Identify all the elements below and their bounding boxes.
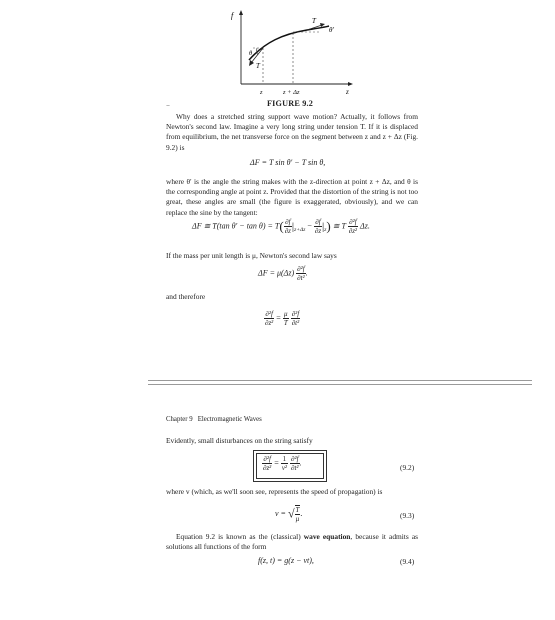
tension-arrowhead-left bbox=[249, 60, 254, 66]
equation-speed: v = √ $\frac{T}{\mu}$ . bbox=[275, 506, 303, 523]
label-tension-bottom: T bbox=[256, 62, 260, 70]
figure-9-2 bbox=[225, 8, 360, 96]
para3-start: Equation 9.2 is known as the (classical) bbox=[176, 532, 304, 541]
label-tension-top: T bbox=[312, 17, 316, 25]
eq4-dt2: ∂t² bbox=[291, 319, 300, 327]
label-theta-prime: θ′ bbox=[329, 26, 334, 34]
eq92-equals: = bbox=[274, 458, 279, 468]
equation-newton-second-law bbox=[258, 265, 308, 282]
eq3-end: . bbox=[305, 268, 308, 278]
eq2-dz2: ∂z bbox=[314, 227, 322, 235]
eq93-T: T bbox=[295, 506, 300, 514]
eq4-d2f-right: ∂²f bbox=[291, 310, 300, 318]
eq93-v: v = bbox=[275, 508, 286, 518]
eq2-sub-z: z bbox=[324, 226, 327, 233]
page-break-rule-bottom bbox=[148, 384, 532, 385]
eq4-equals: = bbox=[276, 313, 281, 323]
tick-label-z: z bbox=[260, 89, 263, 96]
string-curve bbox=[249, 26, 329, 60]
eq3-left: ΔF = μ(Δz) bbox=[258, 268, 295, 278]
eq2-sub-z-dz: z+Δz bbox=[294, 226, 306, 233]
eq2-end: Δz. bbox=[360, 221, 370, 231]
eq4-mu: μ bbox=[284, 310, 288, 318]
page-break-rule-top bbox=[148, 380, 532, 381]
eq92-dt2: ∂t² bbox=[291, 464, 299, 472]
eq93-mu: μ bbox=[295, 515, 300, 523]
eq92-one: 1 bbox=[282, 455, 287, 463]
eq3-d2f: ∂²f bbox=[297, 265, 305, 273]
eq3-dt2: ∂t² bbox=[297, 274, 305, 282]
eq92-d2f-right: ∂²f bbox=[291, 455, 299, 463]
paragraph-wave-motion: Why does a stretched string support wave motion? Actually, it follows from Newton's second law. Imagine a very long string under tension T. If it is displaced from equilibrium, the net transverse force on the segment between z and z + Δz (Fig. 9.2) is bbox=[166, 112, 418, 152]
eq2-dz2b: ∂z² bbox=[348, 227, 358, 235]
f-axis-arrow bbox=[239, 10, 243, 15]
equation-number-9-2: (9.2) bbox=[400, 463, 415, 472]
paragraph-therefore: and therefore bbox=[166, 292, 206, 301]
equation-string-wave bbox=[264, 310, 300, 327]
cut-off-text: ............ bbox=[166, 103, 169, 108]
para3-end: , because it admits as solutions all functions of the form bbox=[166, 532, 418, 552]
equation-net-force-sine: ΔF = T sin θ′ − T sin θ, bbox=[250, 158, 326, 167]
paragraph-small-disturbances: Evidently, small disturbances on the string satisfy bbox=[166, 436, 313, 445]
eq92-d2f-left: ∂²f bbox=[263, 455, 271, 463]
eq92-dz2: ∂z² bbox=[263, 464, 272, 472]
tick-label-z-dz: z + Δz bbox=[283, 89, 300, 96]
eq92-end: . bbox=[299, 458, 302, 468]
paragraph-wave-equation-definition bbox=[166, 532, 418, 552]
eq2-left: ΔF ≅ T(tan θ′ − tan θ) = T bbox=[192, 221, 280, 231]
axis-label-z: z bbox=[346, 88, 349, 96]
eq2-d2f: ∂²f bbox=[349, 218, 357, 226]
axis-label-f: f bbox=[231, 11, 234, 20]
paragraph-small-angles: where θ′ is the angle the string makes with the z-direction at point z + Δz, and θ is the corresponding angle at point z. Provided that the distortion of the string is not too great, these angles are small (the figure is exaggerated, obviously), and we can replace the sine by the tangent: bbox=[166, 177, 418, 217]
eq2-dz1: ∂z bbox=[284, 227, 291, 235]
label-theta: θ bbox=[249, 50, 253, 57]
eq2-approx: ≅ T bbox=[332, 221, 346, 231]
eq2-df1: ∂f bbox=[285, 218, 291, 226]
term-wave-equation: wave equation bbox=[303, 532, 351, 541]
equation-tangent-approx: ΔF ≅ T(tan θ′ − tan θ) = T( $\frac{\partial f}{\partial z}$ $|_{z+\Delta z}$ − $\frac{\partial f}{\partial z}$ $|_z$) ≅ T $\frac{\text{∂²f}}{\text{∂z²}}$ Δz. bbox=[192, 218, 370, 235]
z-axis-arrow bbox=[348, 82, 353, 86]
eq4-d2f-left: ∂²f bbox=[265, 310, 273, 318]
eq4-T: T bbox=[283, 319, 288, 327]
eq92-v2: v² bbox=[281, 464, 288, 472]
equation-general-solution: f(z, t) = g(z − vt), bbox=[258, 556, 314, 565]
wave-equation bbox=[262, 455, 302, 472]
equation-number-9-3: (9.3) bbox=[400, 511, 415, 520]
equation-number-9-4: (9.4) bbox=[400, 557, 415, 566]
chapter-header: Chapter 9 Electromagnetic Waves bbox=[166, 416, 262, 423]
eq2-df2: ∂f bbox=[315, 218, 321, 226]
eq4-dz2: ∂z² bbox=[265, 319, 274, 327]
figure-caption: FIGURE 9.2 bbox=[266, 99, 314, 108]
paragraph-speed-propagation: where v (which, as we'll soon see, represents the speed of propagation) is bbox=[166, 487, 383, 496]
paragraph-mass-per-length: If the mass per unit length is μ, Newton's second law says bbox=[166, 251, 337, 260]
